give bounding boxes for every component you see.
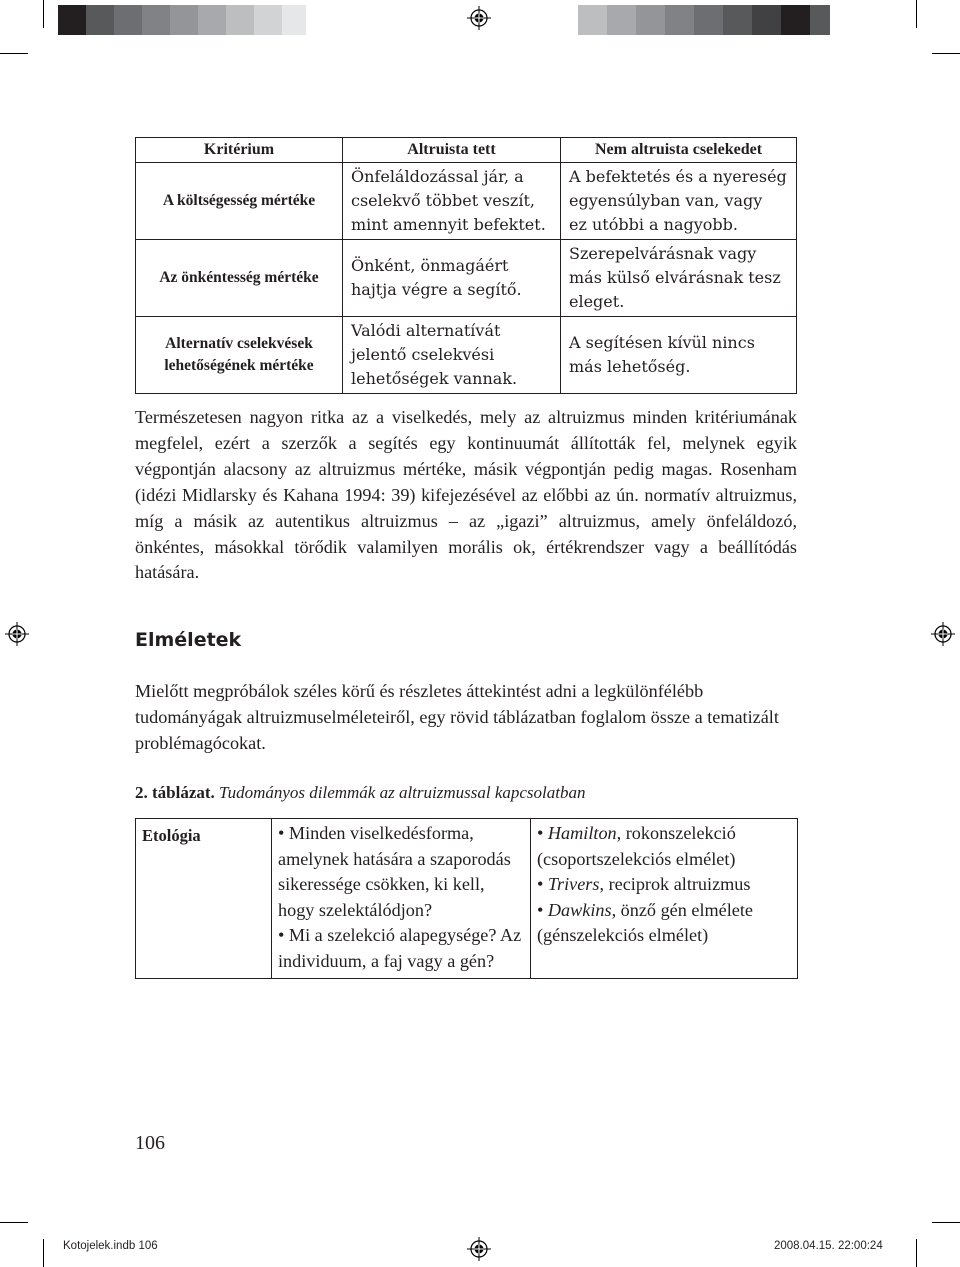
table-caption (135, 783, 586, 803)
crop-mark (932, 53, 960, 54)
table-row (136, 163, 797, 240)
non-altruist-cell: Szerepelvárásnak vagy más külső elvárásnak tesz eleget. (561, 240, 797, 317)
body-paragraph: Természetesen nagyon ritka az a viselkedés, mely az altruizmus minden kritériumának megfelel, ezért a szerzők a segítés egy kontinuumát állították fel, melynek egyik végpontján alacsony az altruizmus mértéke, másik végpontján pedig magas. Rosenham (idézi Midlarsky és Kahana 1994: 39) kifejezésével az előbbi az ún. normatív altruizmus, míg a másik az autentikus altruizmus – az „igazi” altruizmus, amely önfeláldozó, önkéntes, másokkal törődik valamilyen morális ok, értékrendszer vagy a beállítódás hatására. (135, 407, 797, 583)
registration-mark-icon (931, 622, 955, 646)
table-row (136, 240, 797, 317)
dilemma-table (135, 818, 798, 979)
crop-mark (916, 0, 917, 28)
list-item: • Trivers, reciprok altruizmus (537, 874, 751, 894)
table-header: Nem altruista cselekedet (561, 138, 797, 163)
crop-mark (43, 0, 44, 28)
non-altruist-cell: A befektetés és a nyereség egyensúlyban van, vagy ez utóbbi a nagyobb. (561, 163, 797, 240)
table-header: Altruista tett (343, 138, 561, 163)
footer-timestamp: 2008.04.15. 22:00:24 (774, 1240, 883, 1252)
list-item: • Dawkins, önző gén elmélete (génszelekciós elmélet) (537, 899, 753, 945)
crop-mark (0, 53, 28, 54)
altruist-cell: Önként, önmagáért hajtja végre a segítő. (343, 240, 561, 317)
page-number: 106 (135, 1132, 165, 1154)
crop-mark (0, 1222, 28, 1223)
list-item: • Hamilton, rokonszelekció (csoportszelekciós elmélet) (537, 823, 736, 869)
section-heading: Elméletek (135, 629, 242, 651)
list-item: • Minden viselkedésforma, amelynek hatására a szaporodás sikeressége csökken, ki kell, hogy szelektálódjon? (278, 823, 511, 920)
crop-mark (916, 1239, 917, 1267)
criterion-cell: Alternatív cselekvések lehetőségének mértéke (136, 317, 343, 394)
discipline-label: Etológia (136, 819, 272, 979)
table-row (136, 819, 798, 979)
registration-mark-icon (467, 6, 491, 30)
altruist-cell: Valódi alternatívát jelentő cselekvési lehetőségek vannak. (343, 317, 561, 394)
registration-mark-icon (467, 1237, 491, 1261)
print-grayscale-bar-left (58, 5, 306, 35)
table-caption-title: Tudományos dilemmák az altruizmussal kapcsolatban (219, 783, 586, 802)
footer-filename: Kotojelek.indb 106 (63, 1240, 158, 1252)
body-paragraph: Mielőtt megpróbálok széles körű és részletes áttekintést adni a legkülönfélébb tudományágak altruizmuselméleteiről, egy rövid táblázatban foglalom össze a tematizált problémagócokat. (135, 681, 779, 753)
criteria-table (135, 137, 797, 394)
criterion-cell: Az önkéntesség mértéke (136, 240, 343, 317)
non-altruist-cell: A segítésen kívül nincs más lehetőség. (561, 317, 797, 394)
crop-mark (43, 1239, 44, 1267)
table-header: Kritérium (136, 138, 343, 163)
table-caption-label: 2. táblázat. (135, 783, 215, 802)
table-row (136, 317, 797, 394)
criterion-cell: A költségesség mértéke (136, 163, 343, 240)
print-grayscale-bar-right (578, 5, 830, 35)
theories-cell (531, 819, 798, 979)
altruist-cell: Önfeláldozással jár, a cselekvő többet veszít, mint amennyit befektet. (343, 163, 561, 240)
questions-cell (272, 819, 531, 979)
registration-mark-icon (5, 622, 29, 646)
list-item: • Mi a szelekció alapegysége? Az individuum, a faj vagy a gén? (278, 925, 522, 971)
crop-mark (932, 1222, 960, 1223)
table-header-row (136, 138, 797, 163)
